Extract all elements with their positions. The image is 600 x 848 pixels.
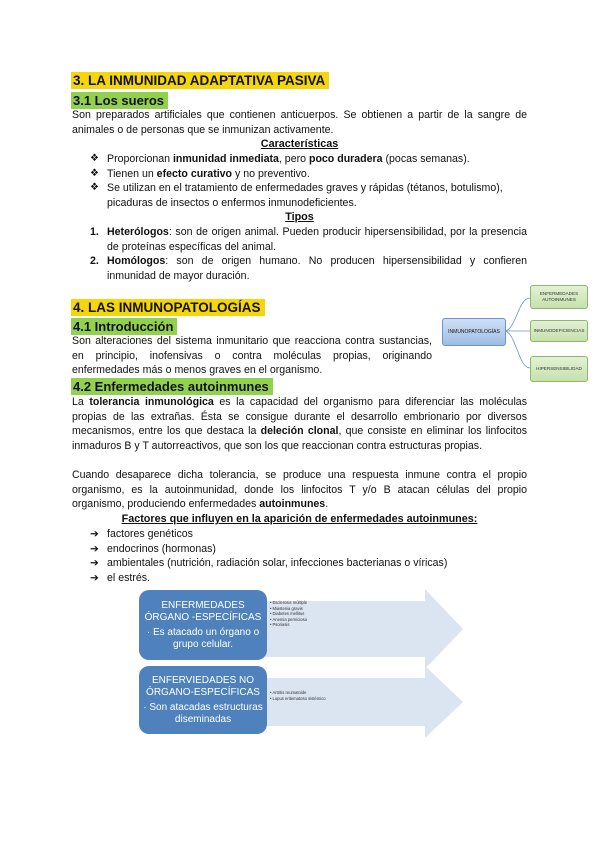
hipersensibilidad-node: HIPERSENSIBILIDAD bbox=[530, 356, 588, 382]
tipos-list bbox=[90, 225, 527, 283]
caracteristicas-list bbox=[90, 152, 527, 210]
inmunopatologias-node: INMUNOPATOLOGÍAS bbox=[442, 318, 506, 346]
tipos-title: Tipos bbox=[285, 211, 314, 223]
list-item: ❖ Se utilizan en el tratamiento de enfermedades graves y rápidas (tétanos, botulismo), picaduras de insectos o enfermos inmunodeficientes. bbox=[90, 182, 503, 209]
arrow-right-icon: ➔ bbox=[90, 557, 99, 570]
autoinmunes-node: ENFERMEDADES AUTOINMUNES bbox=[530, 285, 588, 309]
tolerancia-paragraph: La tolerancia inmunológica es la capacidad del organismo para diferenciar las moléculas propias de las extrañas. Ésta se consigue durante el desarrollo embrionario por diversos mecanismos, entre los que destaca la deleción clonal, que consiste en eliminar los linfocitos inmaduros B y T autorreactivos, que son los que reaccionan contra estructuras propias. bbox=[72, 396, 528, 452]
inmunopatologias-intro: Son alteraciones del sistema inmunitario que reacciona contra sustancias, en principio, inofensivas o contra moléculas propias, originando enfermedades más o menos graves en el organismo. bbox=[72, 335, 432, 377]
section-3-1-title: 3.1 Los sueros bbox=[71, 92, 168, 109]
list-item: 1. Heterólogos: son de origen animal. Pueden producir hipersensibilidad, por la presencia de proteínas específicas del animal. bbox=[90, 226, 527, 253]
diamond-bullet-icon: ❖ bbox=[90, 153, 99, 164]
list-item: ❖ Tienen un efecto curativo y no preventivo. bbox=[90, 167, 310, 180]
list-item: 2. Homólogos: son de origen humano. No producen hipersensibilidad y confieren inmunidad de mayor duración. bbox=[90, 255, 527, 282]
arrow-right-icon: ➔ bbox=[90, 571, 99, 584]
list-item: ➔ factores genéticos bbox=[90, 528, 193, 540]
section-4-1-title: 4.1 Introducción bbox=[71, 318, 177, 335]
inmunodeficiencias-node: INMUNODEFICIENCIAS bbox=[530, 320, 588, 342]
section-3-title: 3. LA INMUNIDAD ADAPTATIVA PASIVA bbox=[71, 72, 329, 89]
list-item: ➔ ambientales (nutrición, radiación solar, infecciones bacterianas o víricas) bbox=[90, 557, 448, 570]
caracteristicas-title: Características bbox=[260, 138, 339, 150]
section-4-title: 4. LAS INMUNOPATOLOGÍAS bbox=[71, 299, 265, 316]
list-item: ➔ el estrés. bbox=[90, 571, 150, 584]
no-organo-especificas-list: • Artritis reumatoide • Lupus eritematoso sistémico bbox=[270, 690, 326, 701]
arrow-shape-2 bbox=[255, 666, 465, 738]
list-item: ❖ Proporcionan inmunidad inmediata, pero poco duradera (pocas semanas). bbox=[90, 153, 470, 165]
list-item: ➔ endocrinos (hormonas) bbox=[90, 542, 216, 555]
no-organo-especificas-box: ENFERVIEDADES NO ÓRGANO-ESPECÍFICAS · Son atacadas estructuras diseminadas bbox=[139, 666, 267, 734]
diamond-bullet-icon: ❖ bbox=[90, 167, 99, 179]
arrow-right-icon: ➔ bbox=[90, 542, 99, 555]
organo-especificas-box: ENFERMEDADES ÓRGANO -ESPECÍFICAS · Es atacado un órgano o grupo celular. bbox=[139, 590, 267, 660]
arrow-right-icon: ➔ bbox=[90, 528, 99, 540]
autoinmunidad-paragraph: Cuando desaparece dicha tolerancia, se produce una respuesta inmune contra el propio organismo, es la autoinmunidad, donde los linfocitos T y/o B atacan células del propio organismo, produciendo enfermedades autoinmunes. bbox=[72, 469, 527, 511]
sueros-intro: Son preparados artificiales que contienen anticuerpos. Se obtienen a partir de la sangre de animales o de personas que se inmunizan activamente. bbox=[72, 109, 527, 136]
diamond-bullet-icon: ❖ bbox=[90, 182, 99, 194]
section-4-2-title: 4.2 Enfermedades autoinmunes bbox=[71, 378, 273, 395]
organo-especificas-list: • Esclerosis múltiple • Miastenia gravis • Diabetes mellitus • Anemia perniciosa • Psoriasis bbox=[270, 600, 307, 628]
factores-title: Factores que influyen en la aparición de enfermedades autoinmunes: bbox=[121, 513, 478, 525]
factores-list bbox=[90, 527, 527, 585]
